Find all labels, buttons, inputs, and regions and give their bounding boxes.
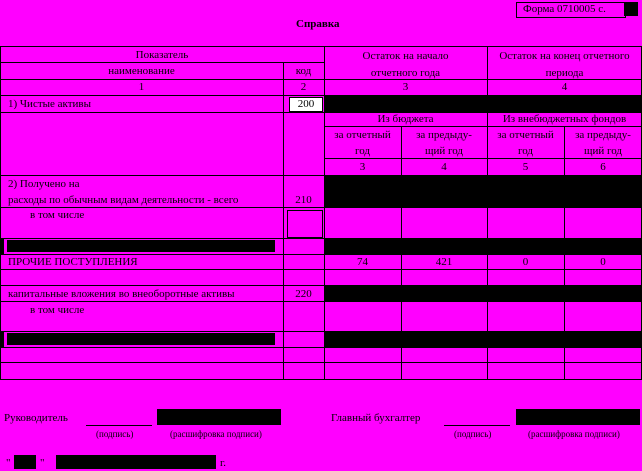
head-label: Руководитель xyxy=(4,412,68,424)
net-assets-values xyxy=(325,96,642,112)
other-income-label: ПРОЧИЕ ПОСТУПЛЕНИЯ xyxy=(8,256,138,268)
date-month-field[interactable] xyxy=(56,455,216,469)
sub-previous-4: щий год xyxy=(583,145,622,157)
net-assets-label: 1) Чистые активы xyxy=(8,98,92,110)
received-line1: 2) Получено на xyxy=(8,178,80,190)
received-line2: расходы по обычным видам деятельности - всего xyxy=(8,194,239,206)
form-code: Форма 0710005 с. xyxy=(523,3,606,15)
header-name: наименование xyxy=(108,65,175,77)
sub-previous-3: за предыду- xyxy=(575,129,631,141)
sub-reporting-1: за отчетный xyxy=(334,129,391,141)
other-income-val-2: 421 xyxy=(435,256,453,268)
received-values xyxy=(325,176,642,207)
chief-signature-caption: (подпись) xyxy=(454,429,492,439)
header-start-balance-1: Остаток на начало xyxy=(362,50,449,62)
date-day-field[interactable] xyxy=(14,455,36,469)
sub-previous-2: щий год xyxy=(424,145,463,157)
header-code: код xyxy=(295,65,312,77)
sub-reporting-4: год xyxy=(517,145,534,157)
form-code-filler xyxy=(624,2,638,16)
head-signature-caption: (подпись) xyxy=(96,429,134,439)
other-income-val-4: 0 xyxy=(600,256,606,268)
header-end-balance-1: Остаток на конец отчетного xyxy=(499,50,630,62)
sub-previous-1: за предыду- xyxy=(416,129,472,141)
sub-num-6: 6 xyxy=(600,161,606,173)
received-line3: в том числе xyxy=(30,209,85,221)
blank-row2-values xyxy=(325,332,642,347)
sub-budget: Из бюджета xyxy=(377,113,434,125)
header-indicator: Показатель xyxy=(135,49,189,61)
head-signature-line[interactable] xyxy=(86,425,152,426)
header-end-balance-2: периода xyxy=(545,67,584,79)
blank-row2-bar xyxy=(7,333,275,345)
chief-signature-line[interactable] xyxy=(444,425,510,426)
sub-num-3: 3 xyxy=(359,161,366,173)
sub-reporting-2: год xyxy=(354,145,371,157)
head-signature-decode-caption: (расшифровка подписи) xyxy=(170,429,262,439)
chief-signature-decode-caption: (расшифровка подписи) xyxy=(528,429,620,439)
sub-offbudget: Из внебюджетных фондов xyxy=(502,113,627,125)
page-title: Справка xyxy=(296,18,340,30)
blank-row-values xyxy=(325,239,642,254)
head-signature-decode-field[interactable] xyxy=(157,409,281,425)
chief-label: Главный бухгалтер xyxy=(331,412,421,424)
col-num-2: 2 xyxy=(300,81,307,93)
other-income-val-1: 74 xyxy=(357,256,368,268)
blank-row-left xyxy=(1,239,4,254)
capital-code: 220 xyxy=(295,288,312,300)
sub-num-5: 5 xyxy=(522,161,529,173)
date-quote-open: " xyxy=(6,457,11,469)
col-num-4: 4 xyxy=(561,81,568,93)
blank-row2-left xyxy=(1,332,4,347)
date-year-suffix: г. xyxy=(220,457,227,469)
net-assets-code: 200 xyxy=(297,98,315,110)
input-cell[interactable] xyxy=(287,210,323,238)
sub-reporting-3: за отчетный xyxy=(497,129,554,141)
other-income-val-3: 0 xyxy=(522,256,529,268)
received-code: 210 xyxy=(295,194,312,206)
date-quote-close: " xyxy=(40,457,45,469)
col-num-3: 3 xyxy=(402,81,409,93)
capital-values xyxy=(325,286,642,301)
sub-num-4: 4 xyxy=(441,161,447,173)
capital-line2: в том числе xyxy=(30,304,85,316)
blank-row-bar xyxy=(7,240,275,252)
chief-signature-decode-field[interactable] xyxy=(516,409,640,425)
capital-line1: капитальные вложения во внеоборотные активы xyxy=(8,288,235,300)
header-start-balance-2: отчетного года xyxy=(370,67,441,79)
col-num-1: 1 xyxy=(138,81,145,93)
